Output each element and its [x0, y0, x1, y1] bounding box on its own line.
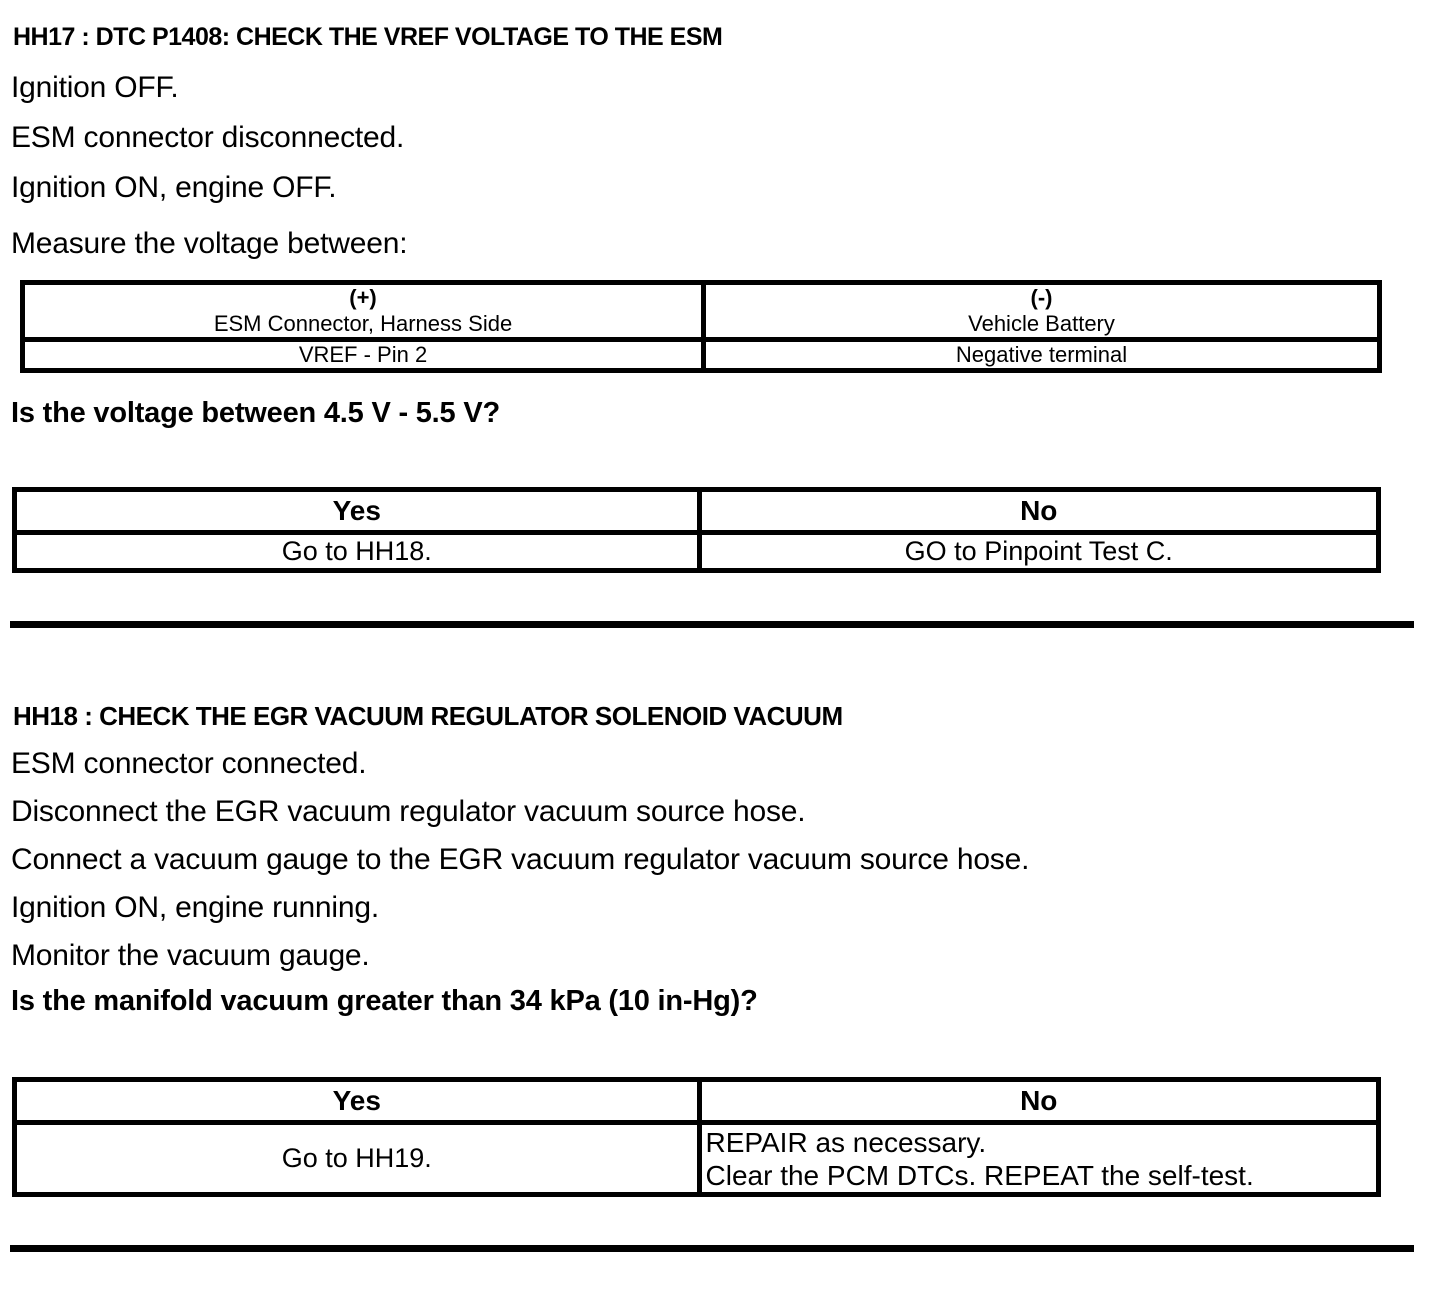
- yes-action-cell: Go to HH19.: [281, 1143, 432, 1173]
- test-step: Monitor the vacuum gauge.: [11, 939, 370, 972]
- measure-table: [20, 280, 1382, 373]
- decision-table-hh17: [12, 487, 1381, 573]
- measure-negative-header: [701, 285, 1377, 342]
- test-step: ESM connector disconnected.: [11, 121, 405, 154]
- measure-intro: Measure the voltage between:: [11, 227, 408, 260]
- section-title-hh17: HH17 : DTC P1408: CHECK THE VREF VOLTAGE TO THE ESM: [13, 23, 723, 51]
- test-step: Ignition OFF.: [11, 71, 179, 104]
- section-title-hh18: HH18 : CHECK THE EGR VACUUM REGULATOR SOLENOID VACUUM: [13, 701, 843, 731]
- decision-table-hh18: [12, 1077, 1381, 1197]
- question-text: Is the manifold vacuum greater than 34 kPa (10 in-Hg)?: [11, 985, 758, 1017]
- yes-header-cell: Yes: [17, 1082, 697, 1125]
- no-action-cell: [697, 1125, 1377, 1192]
- test-step: Connect a vacuum gauge to the EGR vacuum regulator vacuum source hose.: [11, 843, 1030, 876]
- pinpoint-test-section-hh18: [0, 702, 1440, 1197]
- positive-source: ESM Connector, Harness Side: [213, 311, 513, 336]
- test-step: ESM connector connected.: [11, 747, 367, 780]
- test-step: Ignition ON, engine OFF.: [11, 171, 337, 204]
- yes-header-cell: Yes: [17, 492, 697, 535]
- negative-source: Vehicle Battery: [968, 311, 1115, 336]
- no-header-cell: No: [697, 492, 1377, 535]
- no-action-line-1: REPAIR as necessary.: [705, 1126, 987, 1158]
- test-step: Disconnect the EGR vacuum regulator vacuum source hose.: [11, 795, 806, 828]
- positive-sign: (+): [349, 285, 377, 310]
- yes-action-cell: Go to HH18.: [281, 536, 432, 566]
- no-action-line-2: Clear the PCM DTCs. REPEAT the self-test.: [705, 1159, 1254, 1191]
- no-header-cell: No: [697, 1082, 1377, 1125]
- document-page: [0, 24, 1440, 1252]
- section-divider-rule: [10, 1245, 1414, 1252]
- question-text: Is the voltage between 4.5 V - 5.5 V?: [11, 397, 500, 429]
- no-action-cell: GO to Pinpoint Test C.: [697, 535, 1377, 568]
- measure-positive-header: [25, 285, 701, 342]
- negative-sign: (-): [1030, 285, 1053, 310]
- section-divider-rule: [10, 621, 1414, 628]
- test-step: Ignition ON, engine running.: [11, 891, 379, 924]
- measure-positive-point: VREF - Pin 2: [298, 342, 428, 367]
- measure-negative-point: Negative terminal: [701, 342, 1377, 368]
- pinpoint-test-section-hh17: [0, 24, 1440, 573]
